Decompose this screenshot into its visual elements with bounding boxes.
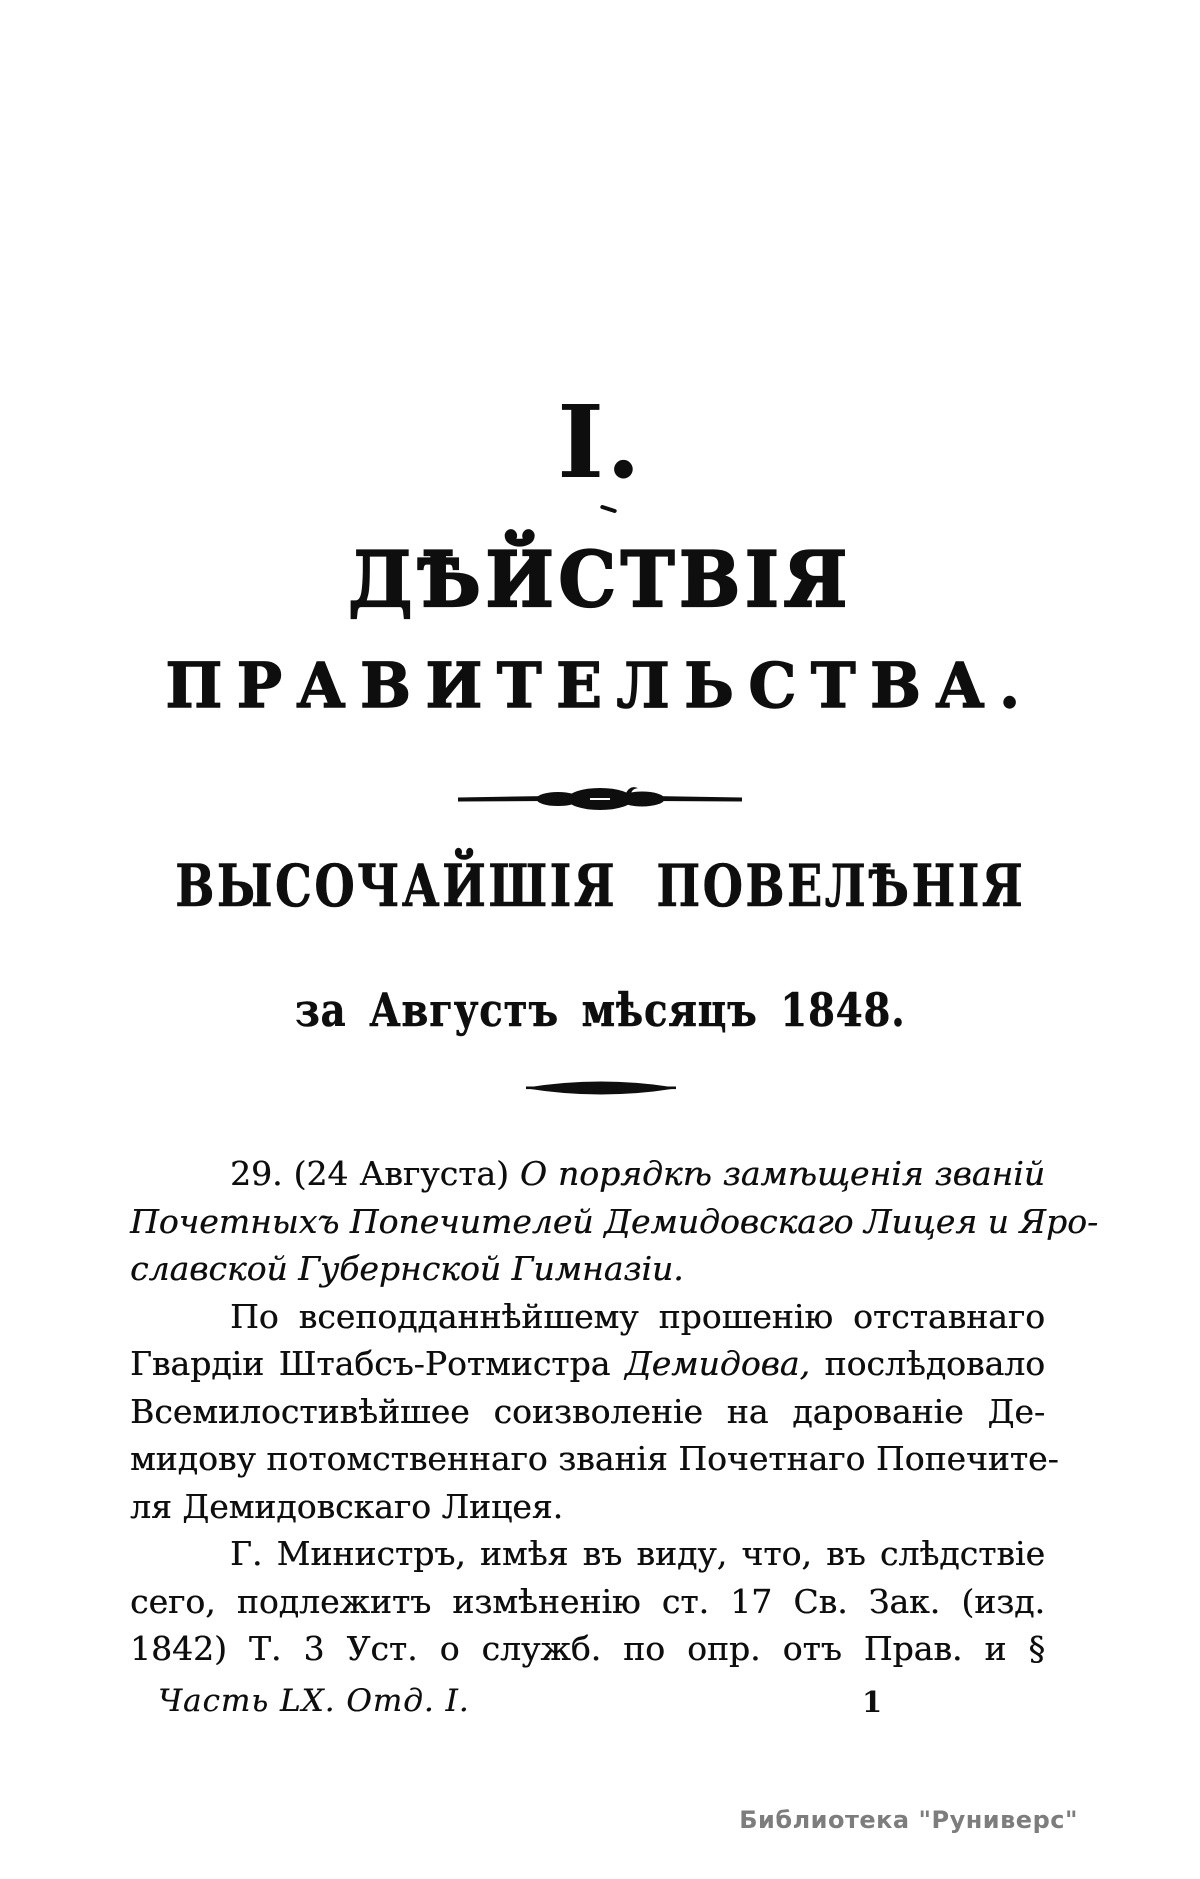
spindle-divider-icon [526, 1080, 676, 1096]
text-line: 1842) Т. 3 Уст. о служб. по опр. отъ Прав. и § [130, 1629, 1045, 1668]
subheading-month-year: за Августъ мѣсяцъ 1848. [294, 983, 906, 1037]
text-line: Г. Министръ, имѣя въ виду, что, въ слѣдствіе [230, 1534, 1045, 1573]
text-line: сего, подлежитъ измѣненію ст. 17 Св. Зак. (изд. [130, 1581, 1045, 1621]
text-line: Почетныхъ Попечителей Демидовскаго Лицея и Яро- [130, 1201, 1099, 1241]
title-government: ПРАВИТЕЛЬСТВА. [165, 649, 1035, 722]
ornamental-divider-icon [458, 784, 742, 814]
library-watermark: Библиотека "Руниверс" [739, 1806, 1078, 1834]
heading-imperial-orders: ВЫСОЧАЙШІЯ ПОВЕЛѢНІЯ [175, 852, 1025, 920]
volume-label: Часть LX. Отд. I. [158, 1683, 470, 1719]
text-line: Всемилостивѣйшее соизволеніе на дарованіе Де- [130, 1391, 1045, 1431]
text-line: Гвардіи Штабсъ-Ротмистра Демидова, послѣдовало [130, 1344, 1046, 1383]
section-number: I. [557, 383, 643, 501]
scan-speck-mark [600, 504, 617, 513]
page-number: 1 [862, 1685, 883, 1719]
title-actions: ДѢЙСТВІЯ [348, 535, 852, 624]
text-line: славской Губернской Гимназіи. [130, 1249, 684, 1288]
text-line: 29. (24 Августа) О порядкѣ замѣщенія званій [230, 1154, 1045, 1193]
text-line: ля Демидовскаго Лицея. [130, 1486, 564, 1526]
text-line: По всеподданнѣйшему прошенію отставнаго [230, 1296, 1045, 1336]
page-footer [130, 1683, 1045, 1727]
body-text [130, 1150, 1099, 1673]
text-line: мидову потомственнаго званія Почетнаго Попечите- [130, 1439, 1059, 1478]
